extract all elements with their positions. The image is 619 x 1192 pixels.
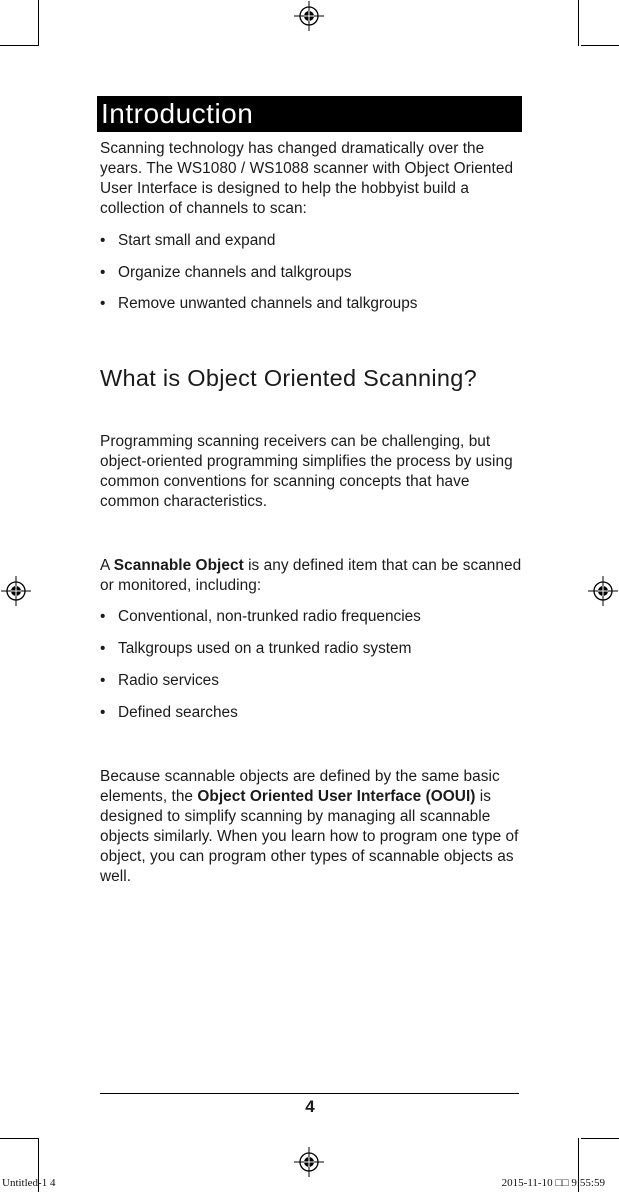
bullet-marker: •: [100, 232, 106, 249]
crop-mark-bottom-right-h: [581, 1138, 619, 1139]
list-item-text: Conventional, non-trunked radio frequencies: [118, 608, 421, 625]
list-item: [100, 607, 421, 627]
list-item-text: Organize channels and talkgroups: [118, 264, 352, 281]
bullet-marker: •: [100, 672, 106, 689]
list-item-text: Start small and expand: [118, 232, 276, 249]
term-scannable-object: Scannable Object: [113, 557, 244, 574]
list-item: [100, 294, 417, 314]
footer-divider: [100, 1093, 519, 1094]
crop-mark-top-right-v: [578, 0, 579, 46]
bullet-marker: •: [100, 704, 106, 721]
body-paragraph: [100, 556, 525, 596]
body-paragraph: Programming scanning receivers can be challenging, but object-oriented programming simplifies the process by using common conventions for scanning concepts that have common characteristics.: [100, 433, 513, 510]
crop-mark-top-right-h: [581, 45, 619, 46]
bullet-marker: •: [100, 295, 106, 312]
list-item: [100, 703, 238, 723]
paragraph-text: A: [100, 557, 114, 574]
list-item-text: Talkgroups used on a trunked radio system: [118, 640, 412, 657]
paragraph-text: Because scannable objects are defined by the same basic elements, the: [100, 768, 500, 805]
section-heading: What is Object Oriented Scanning?: [100, 365, 477, 391]
list-item: [100, 639, 411, 659]
registration-mark-icon: [588, 576, 618, 606]
intro-paragraph: Scanning technology has changed dramatically over the years. The WS1080 / WS1088 scanner with Object Oriented User Interface is designed to help the hobbyist build a collection of channels to scan:: [100, 140, 514, 217]
registration-mark-icon: [294, 1, 324, 31]
paragraph-text: is any defined item that can be scanned or monitored, including:: [100, 557, 522, 594]
term-ooui: Object Oriented User Interface (OOUI): [197, 788, 476, 805]
bullet-marker: •: [100, 608, 106, 625]
page-number: 4: [305, 1097, 315, 1116]
print-slug-right: 2015-11-10 □□ 9:55:59: [501, 1177, 605, 1189]
list-item-text: Remove unwanted channels and talkgroups: [118, 295, 418, 312]
page-title: Introduction: [101, 98, 254, 129]
bullet-marker: •: [100, 264, 106, 281]
section-header: [97, 96, 522, 132]
list-item: [100, 671, 219, 691]
crop-mark-top-left-h: [0, 45, 38, 46]
list-item: [100, 231, 275, 251]
registration-mark-icon: [294, 1147, 324, 1177]
paragraph-text: is designed to simplify scanning by managing all scannable objects similarly. When you learn how to program one type of object, you can program other types of scannable objects as well.: [100, 788, 519, 885]
body-paragraph: [100, 767, 525, 887]
print-slug-left: Untitled-1 4: [2, 1177, 56, 1189]
list-item-text: Defined searches: [118, 704, 238, 721]
bullet-marker: •: [100, 640, 106, 657]
crop-mark-bottom-left-h: [0, 1138, 38, 1139]
registration-mark-icon: [1, 576, 31, 606]
list-item: [100, 263, 352, 283]
list-item-text: Radio services: [118, 672, 219, 689]
crop-mark-top-left-v: [38, 0, 39, 46]
